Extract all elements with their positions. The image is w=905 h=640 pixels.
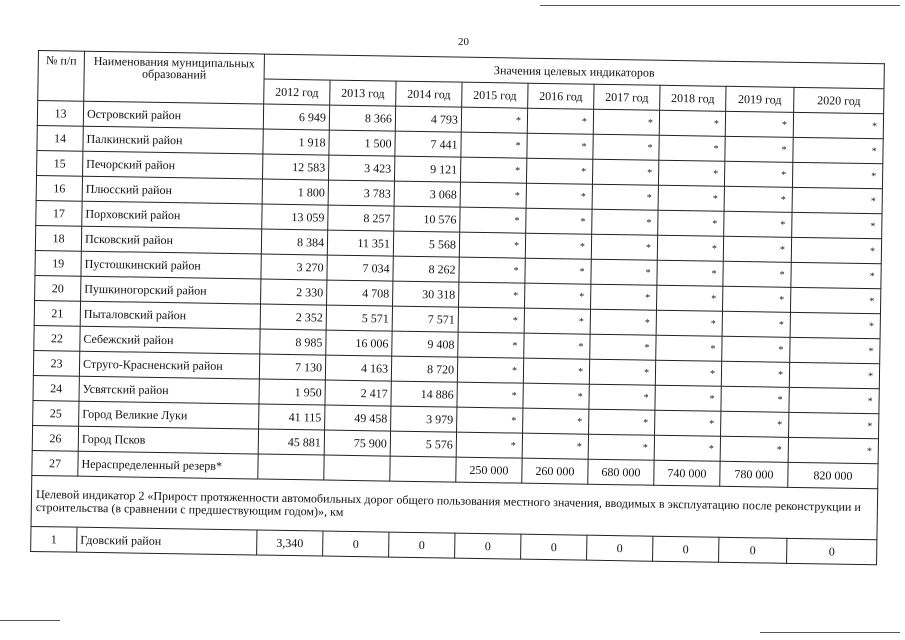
value-cell: 0: [719, 537, 787, 563]
row-name: Город Псков: [78, 426, 258, 454]
value-cell: 8 366: [329, 105, 395, 131]
value-cell: *: [724, 161, 792, 187]
page-number: 20: [458, 36, 469, 48]
row-number: 21: [34, 300, 80, 326]
value-cell: *: [722, 286, 790, 312]
value-cell: *: [789, 387, 879, 413]
value-cell: *: [458, 307, 524, 333]
value-cell: 8 720: [391, 356, 457, 382]
value-cell: 7 130: [259, 354, 325, 380]
row-number: 18: [35, 225, 81, 251]
value-cell: 12 583: [263, 154, 329, 180]
value-cell: *: [457, 382, 523, 408]
header-values-title: Значения целевых индикаторов: [264, 54, 884, 89]
row-name: Псковский район: [81, 226, 261, 254]
value-cell: *: [789, 362, 879, 388]
value-cell: 5 576: [390, 431, 456, 457]
value-cell: 1 918: [263, 129, 329, 155]
value-cell: 30 318: [393, 281, 459, 307]
value-cell: *: [461, 132, 527, 158]
value-cell: 0: [455, 533, 521, 559]
value-cell: *: [456, 432, 522, 458]
value-cell: 3 270: [261, 254, 327, 280]
row-number: 24: [33, 375, 79, 401]
row-name: Порховский район: [82, 201, 262, 229]
value-cell: 9 408: [392, 331, 458, 357]
value-cell: 7 034: [327, 255, 393, 281]
value-cell: 10 576: [394, 206, 460, 232]
value-cell: *: [459, 282, 525, 308]
value-cell: 4 163: [325, 355, 391, 381]
value-cell: *: [722, 311, 790, 337]
value-cell: 75 900: [324, 430, 390, 456]
header-year: 2012 год: [264, 79, 330, 105]
value-cell: 0: [521, 534, 587, 560]
header-year: 2019 год: [726, 86, 794, 112]
value-cell: 740 000: [654, 460, 720, 486]
value-cell: *: [790, 312, 880, 338]
value-cell: *: [655, 360, 721, 386]
value-cell: *: [461, 107, 527, 133]
value-cell: *: [721, 386, 789, 412]
value-cell: 5 571: [326, 305, 392, 331]
value-cell: 3 979: [391, 406, 457, 432]
value-cell: *: [725, 136, 793, 162]
value-cell: *: [655, 385, 721, 411]
indicator-table: [30, 50, 885, 565]
row-name: Нераспределенный резерв*: [78, 451, 258, 479]
header-year: 2020 год: [794, 87, 884, 113]
value-cell: *: [656, 285, 722, 311]
header-number: № п/п: [38, 51, 85, 102]
row-name: Пыталовский район: [80, 301, 260, 329]
value-cell: 250 000: [456, 457, 522, 483]
row-name: Палкинский район: [83, 126, 263, 154]
row-number: 15: [37, 150, 83, 176]
value-cell: 0: [389, 532, 455, 558]
value-cell: 2 330: [261, 279, 327, 305]
value-cell: *: [460, 207, 526, 233]
value-cell: 1 500: [329, 130, 395, 156]
value-cell: 7 571: [392, 306, 458, 332]
value-cell: 3,340: [257, 530, 323, 556]
value-cell: *: [790, 287, 880, 313]
value-cell: *: [523, 408, 589, 434]
row-name: Плюсский район: [82, 176, 262, 204]
row-number: 25: [33, 400, 79, 426]
value-cell: *: [523, 383, 589, 409]
row-name: Гдовский район: [77, 527, 257, 555]
scan-edge-line: [540, 5, 900, 6]
value-cell: *: [592, 184, 658, 210]
header-year: 2016 год: [528, 83, 594, 109]
indicator2-note: Целевой индикатор 2 «Прирост протяженности автомобильных дорог общего пользования местного значения, вводимых в эксплуатацию после реконструкции и строительства (в сравнении с предшествующим годом)», км: [31, 475, 878, 539]
value-cell: *: [589, 409, 655, 435]
value-cell: *: [458, 332, 524, 358]
value-cell: *: [720, 436, 788, 462]
value-cell: 5 568: [393, 231, 459, 257]
value-cell: *: [658, 160, 724, 186]
value-cell: *: [591, 259, 657, 285]
value-cell: *: [588, 434, 654, 460]
row-number: 13: [37, 101, 83, 127]
value-cell: *: [791, 237, 881, 263]
value-cell: 45 881: [258, 429, 324, 455]
header-year: 2017 год: [594, 84, 660, 110]
header-year: 2018 год: [660, 85, 726, 111]
row-name: Себежский район: [80, 326, 260, 354]
value-cell: 49 458: [325, 405, 391, 431]
value-cell: *: [525, 258, 591, 284]
value-cell: *: [722, 336, 790, 362]
row-number: 1: [31, 526, 77, 552]
row-name: Пустошкинский район: [81, 251, 261, 279]
value-cell: *: [524, 333, 590, 359]
row-name: Город Великие Луки: [79, 401, 259, 429]
value-cell: 820 000: [788, 462, 878, 488]
value-cell: *: [657, 235, 723, 261]
row-number: 20: [35, 275, 81, 301]
row-name: Усвятский район: [79, 376, 259, 404]
value-cell: 8 262: [393, 256, 459, 282]
value-cell: *: [590, 284, 656, 310]
row-number: 16: [36, 175, 82, 201]
value-cell: 680 000: [588, 459, 654, 485]
value-cell: *: [527, 108, 593, 134]
row-name: Печорский район: [83, 151, 263, 179]
value-cell: *: [724, 211, 792, 237]
value-cell: *: [591, 234, 657, 260]
value-cell: *: [793, 137, 883, 163]
row-number: 23: [33, 350, 79, 376]
value-cell: *: [656, 310, 722, 336]
value-cell: *: [657, 260, 723, 286]
value-cell: *: [592, 209, 658, 235]
value-cell: *: [721, 361, 789, 387]
value-cell: 780 000: [720, 461, 788, 487]
value-cell: *: [524, 308, 590, 334]
value-cell: *: [589, 384, 655, 410]
value-cell: *: [791, 262, 881, 288]
value-cell: *: [525, 283, 591, 309]
value-cell: 13 059: [262, 204, 328, 230]
value-cell: *: [659, 110, 725, 136]
value-cell: 8 257: [328, 205, 394, 231]
value-cell: *: [522, 433, 588, 459]
value-cell: 2 352: [260, 304, 326, 330]
value-cell: *: [592, 159, 658, 185]
value-cell: *: [792, 212, 882, 238]
value-cell: 0: [323, 531, 389, 557]
value-cell: 9 121: [394, 156, 460, 182]
value-cell: *: [655, 410, 721, 436]
value-cell: [390, 456, 456, 482]
row-name: Пушкиногорский район: [81, 276, 261, 304]
row-number: 27: [32, 450, 78, 476]
value-cell: *: [527, 133, 593, 159]
row-name: Струго-Красненский район: [79, 351, 259, 379]
value-cell: 3 783: [328, 180, 394, 206]
value-cell: *: [590, 309, 656, 335]
table-footer: [31, 450, 879, 564]
value-cell: 1 800: [262, 179, 328, 205]
value-cell: *: [589, 359, 655, 385]
value-cell: 6 949: [263, 104, 329, 130]
value-cell: 16 006: [326, 330, 392, 356]
header-year: 2014 год: [396, 81, 462, 107]
value-cell: *: [526, 208, 592, 234]
scan-edge-line: [0, 620, 60, 621]
header-year: 2013 год: [330, 80, 396, 106]
row-number: 26: [32, 425, 78, 451]
row-number: 19: [35, 250, 81, 276]
value-cell: *: [656, 335, 722, 361]
value-cell: *: [526, 158, 592, 184]
value-cell: *: [526, 183, 592, 209]
value-cell: *: [725, 111, 793, 137]
value-cell: *: [525, 233, 591, 259]
value-cell: *: [459, 232, 525, 258]
value-cell: 0: [587, 535, 653, 561]
value-cell: 11 351: [327, 230, 393, 256]
value-cell: *: [788, 437, 878, 463]
value-cell: 260 000: [522, 458, 588, 484]
value-cell: 4 708: [327, 280, 393, 306]
value-cell: *: [593, 134, 659, 160]
row-number: 14: [37, 125, 83, 151]
scan-edge-line: [760, 632, 900, 633]
value-cell: *: [790, 337, 880, 363]
value-cell: 2 417: [325, 380, 391, 406]
row-number: 22: [34, 325, 80, 351]
value-cell: 3 068: [394, 181, 460, 207]
value-cell: *: [792, 187, 882, 213]
table-body: [32, 101, 884, 464]
value-cell: *: [658, 185, 724, 211]
value-cell: *: [658, 210, 724, 236]
value-cell: *: [457, 407, 523, 433]
row-name: Островский район: [83, 101, 263, 129]
value-cell: *: [654, 435, 720, 461]
value-cell: *: [723, 236, 791, 262]
value-cell: *: [723, 261, 791, 287]
value-cell: *: [590, 334, 656, 360]
row-number: 17: [36, 200, 82, 226]
value-cell: 41 115: [259, 404, 325, 430]
value-cell: 14 886: [391, 381, 457, 407]
value-cell: 8 985: [260, 329, 326, 355]
value-cell: 1 950: [259, 379, 325, 405]
value-cell: *: [523, 358, 589, 384]
document-table-wrapper: [30, 50, 878, 565]
value-cell: [324, 455, 390, 481]
value-cell: *: [724, 186, 792, 212]
value-cell: *: [789, 412, 879, 438]
value-cell: *: [459, 257, 525, 283]
value-cell: *: [460, 182, 526, 208]
header-year: 2015 год: [462, 82, 528, 108]
value-cell: 8 384: [261, 229, 327, 255]
value-cell: 0: [653, 536, 719, 562]
value-cell: *: [659, 135, 725, 161]
value-cell: 4 793: [395, 106, 461, 132]
value-cell: *: [460, 157, 526, 183]
value-cell: *: [792, 162, 882, 188]
value-cell: [258, 454, 324, 480]
value-cell: 3 423: [328, 155, 394, 181]
value-cell: *: [793, 112, 883, 138]
header-municipality: Наименования муниципальных образований: [84, 51, 265, 104]
value-cell: *: [457, 357, 523, 383]
value-cell: *: [721, 411, 789, 437]
value-cell: 0: [787, 538, 877, 564]
value-cell: 7 441: [395, 131, 461, 157]
value-cell: *: [593, 109, 659, 135]
